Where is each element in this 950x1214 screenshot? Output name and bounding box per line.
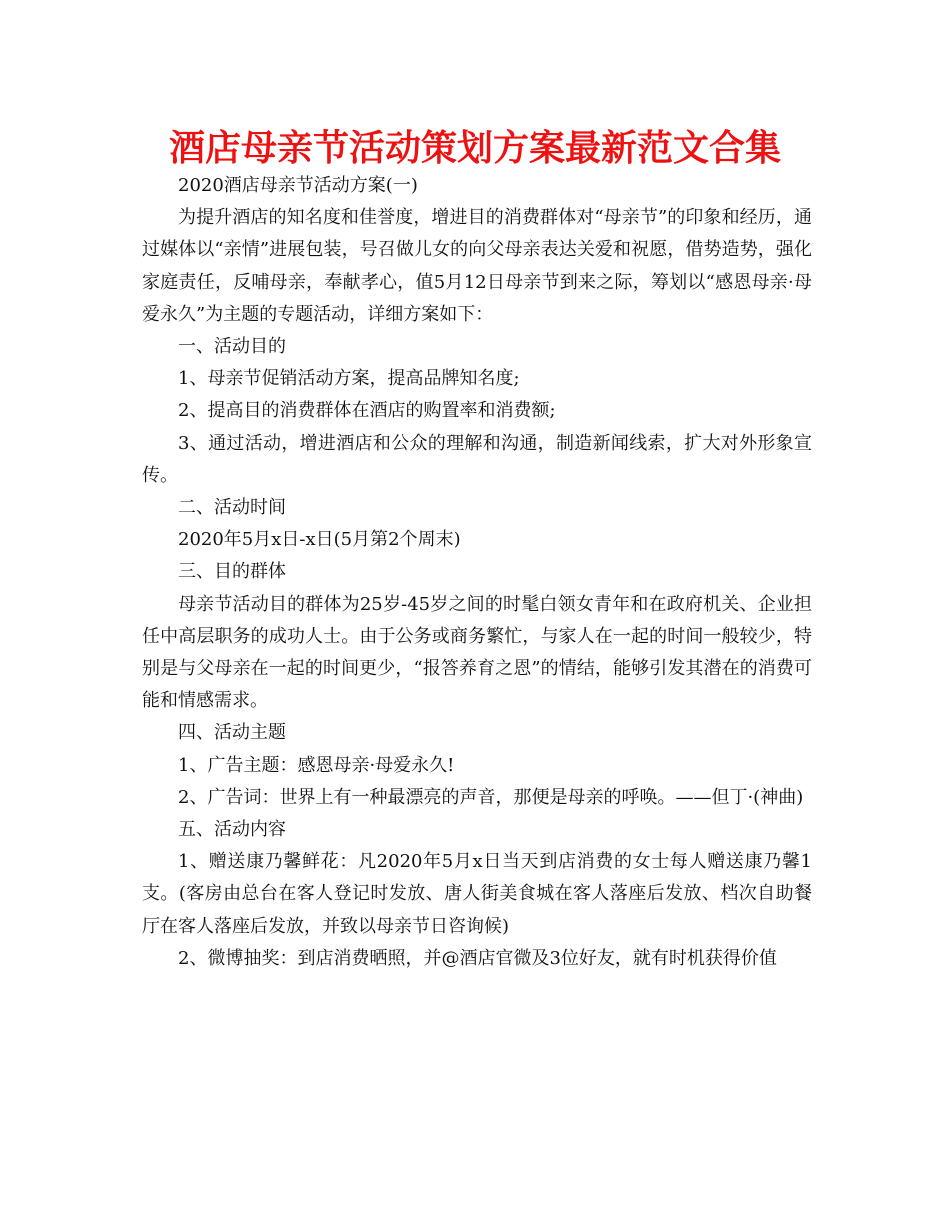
paragraph-content-1: 1、赠送康乃馨鲜花：凡2020年5月x日当天到店消费的女士每人赠送康乃馨1支。(客房由总台在客人登记时发放、唐人街美食城在客人落座后发放、档次自助餐厅在客人落座后发放，并致以母亲节日咨询候) [142, 851, 812, 937]
paragraph-audience: 母亲节活动目的群体为25岁-45岁之间的时髦白领女青年和在政府机关、企业担任中高层职务的成功人士。由于公务或商务繁忙，与家人在一起的时间一般较少，特别是与父母亲在一起的时间更少，“报答养育之恩”的情结，能够引发其潜在的消费可能和情感需求。 [142, 593, 812, 712]
paragraph-goal-3: 3、通过活动，增进酒店和公众的理解和沟通，制造新闻线索，扩大对外形象宣传。 [142, 432, 812, 486]
paragraph-time: 2020年5月x日-x日(5月第2个周末) [178, 529, 461, 551]
section-heading-theme: 四、活动主题 [178, 722, 286, 744]
paragraph-theme-1: 1、广告主题：感恩母亲·母爱永久! [178, 754, 455, 776]
paragraph-goal-2: 2、提高目的消费群体在酒店的购置率和消费额; [178, 400, 556, 422]
section-heading-goals: 一、活动目的 [178, 336, 286, 358]
paragraph-content-2: 2、微博抽奖：到店消费晒照，并@酒店官微及3位好友，就有时机获得价值 [178, 947, 777, 969]
section-heading-time: 二、活动时间 [178, 497, 286, 519]
section-heading-content: 五、活动内容 [178, 819, 286, 841]
document-body [142, 170, 812, 975]
paragraph-theme-2: 2、广告词：世界上有一种最漂亮的声音，那便是母亲的呼唤。——但丁·(神曲) [178, 786, 804, 808]
paragraph-subtitle: 2020酒店母亲节活动方案(一) [178, 175, 418, 196]
paragraph-goal-1: 1、母亲节促销活动方案，提高品牌知名度; [178, 368, 520, 390]
section-heading-audience: 三、目的群体 [178, 561, 286, 583]
document-title: 酒店母亲节活动策划方案最新范文合集 [168, 128, 781, 169]
paragraph-intro: 为提升酒店的知名度和佳誉度，增进目的消费群体对“母亲节”的印象和经历，通过媒体以“亲情”进展包装，号召做儿女的向父母亲表达关爱和祝愿，借势造势，强化家庭责任，反哺母亲，奉献孝心，值5月12日母亲节到来之际，筹划以“感恩母亲·母爱永久”为主题的专题活动，详细方案如下： [142, 207, 812, 325]
